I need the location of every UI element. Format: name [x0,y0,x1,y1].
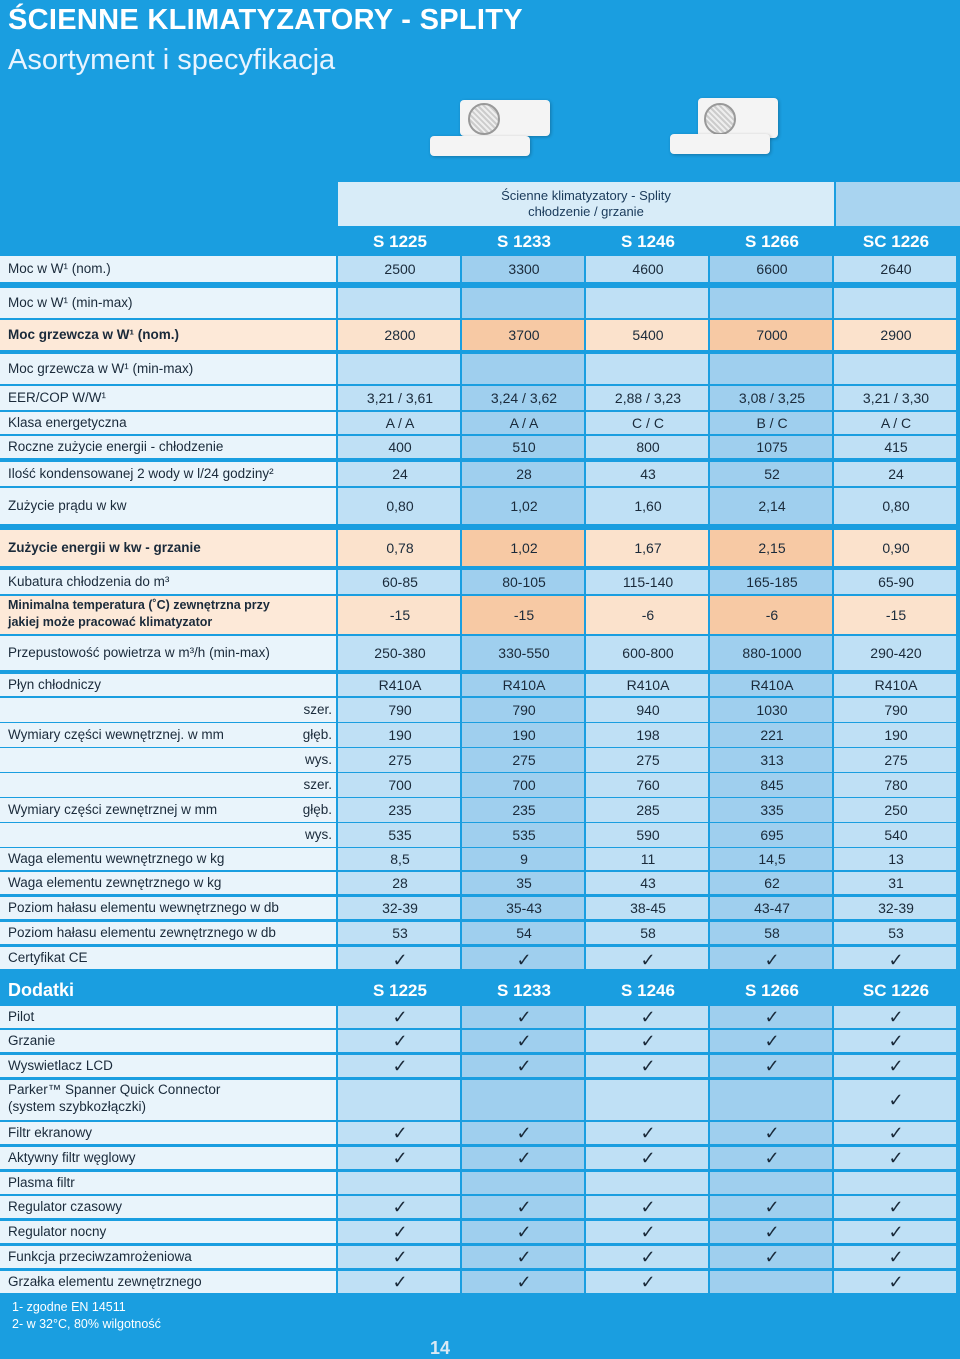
row-label: Przepustowość powietrza w m³/h (min-max) [8,645,270,660]
check-cell: ✓ [888,1197,904,1217]
check-cell: ✓ [640,1197,656,1217]
table-cell: 6600 [756,261,788,277]
row-label: Kubatura chłodzenia do m³ [8,574,170,589]
check-cell: ✓ [392,1222,408,1242]
table-cell: 760 [636,777,660,793]
dimension-label: głęb. [302,802,332,817]
table-cell: 221 [760,727,784,743]
table-cell: 290-420 [870,645,922,661]
row-label: Moc w W¹ (min-max) [8,295,133,310]
page-number: 14 [430,1338,451,1358]
cell-bg [834,354,956,384]
check-cell: ✓ [392,1247,408,1267]
extras-model-header: S 1266 [745,981,799,1000]
table-cell: 32-39 [382,900,418,916]
check-cell: ✓ [888,1090,904,1110]
table-cell: 53 [392,925,408,941]
table-cell: 845 [760,777,784,793]
table-cell: 54 [516,925,532,941]
table-cell: 535 [512,827,536,843]
table-cell: A / C [880,415,912,431]
cell-bg [338,354,460,384]
cell-bg [338,288,460,318]
cell-bg [462,1080,584,1120]
table-cell: 700 [388,777,412,793]
table-cell: 800 [636,439,660,455]
table-cell: 400 [388,439,412,455]
table-cell: 190 [884,727,908,743]
table-cell: 700 [512,777,536,793]
table-cell: 53 [888,925,904,941]
row-label: Moc w W¹ (nom.) [8,261,111,276]
footnote: 1- zgodne EN 14511 [12,1300,126,1314]
check-cell: ✓ [516,1222,532,1242]
table-cell: 1075 [756,439,788,455]
cell-bg [834,1172,956,1194]
extras-model-header: S 1246 [621,981,675,1000]
table-cell: 35-43 [506,900,542,916]
group-header [340,182,832,230]
table-cell: 9 [520,851,528,867]
table-cell: 1,67 [634,540,662,556]
check-cell: ✓ [516,1148,532,1168]
table-cell: 250 [884,802,908,818]
group-sublabel: chłodzenie / grzanie [528,204,644,219]
table-cell: 780 [884,777,908,793]
dimension-label: szer. [303,702,332,717]
table-cell: 24 [392,466,408,482]
table-cell: ✓ [764,950,780,970]
row-label: Certyfikat CE [8,950,88,965]
table-cell: 235 [512,802,536,818]
table-cell: -15 [885,607,907,623]
table-cell: 28 [392,875,408,891]
check-cell: ✓ [640,1123,656,1143]
check-cell: ✓ [640,1031,656,1051]
table-cell: 0,80 [882,498,910,514]
table-cell: 190 [512,727,536,743]
check-cell: ✓ [392,1123,408,1143]
table-cell: 8,5 [390,851,410,867]
check-cell: ✓ [888,1148,904,1168]
table-cell: 330-550 [498,645,550,661]
check-cell: ✓ [392,1007,408,1027]
check-cell: ✓ [516,1031,532,1051]
model-header: S 1266 [745,232,799,251]
table-cell: 35 [516,875,532,891]
table-cell: 43 [640,466,656,482]
row-label-line2: jakiej może pracować klimatyzator [8,615,213,629]
row-label: Płyn chłodniczy [8,677,102,692]
check-cell: ✓ [888,1007,904,1027]
extras-model-header: S 1225 [373,981,427,1000]
check-cell: ✓ [888,1247,904,1267]
check-cell: ✓ [888,1272,904,1292]
table-cell: 790 [512,702,536,718]
table-cell: 275 [388,752,412,768]
table-cell: 28 [516,466,532,482]
table-cell: R410A [502,677,546,693]
table-cell: 2900 [880,327,912,343]
table-cell: 1030 [756,702,788,718]
cell-bg [586,288,708,318]
table-cell: 2,88 / 3,23 [614,390,682,406]
cell-bg [338,1080,460,1120]
product-image [420,90,780,170]
cell-bg [462,1172,584,1194]
extra-label: Regulator czasowy [8,1199,123,1214]
check-cell: ✓ [392,1031,408,1051]
page-subtitle: Asortyment i specyfikacja [8,44,336,76]
row-label: Moc grzewcza w W¹ (min-max) [8,361,194,376]
table-cell: 790 [884,702,908,718]
row-label-cell [0,1006,336,1028]
table-cell: B / C [756,415,788,431]
table-cell: R410A [378,677,422,693]
row-label: Zużycie energii w kw - grzanie [8,540,201,555]
table-cell: 4600 [632,261,664,277]
extras-title: Dodatki [8,980,75,1000]
check-cell: ✓ [640,1272,656,1292]
table-cell: 38-45 [630,900,666,916]
table-cell: 415 [884,439,908,455]
table-cell: 3,08 / 3,25 [738,390,806,406]
check-cell: ✓ [888,1031,904,1051]
table-cell: 1,60 [634,498,662,514]
table-cell: 165-185 [746,574,798,590]
check-cell: ✓ [764,1222,780,1242]
table-cell: 880-1000 [742,645,802,661]
table-cell: 198 [636,727,660,743]
table-cell: ✓ [888,950,904,970]
model-header: S 1233 [497,232,551,251]
table-cell: A / A [385,415,415,431]
row-label: Moc grzewcza w W¹ (nom.) [8,327,180,342]
table-cell: C / C [632,415,664,431]
cell-bg [462,288,584,318]
check-cell: ✓ [640,1007,656,1027]
table-cell: 24 [888,466,904,482]
check-cell: ✓ [888,1056,904,1076]
table-cell: 275 [512,752,536,768]
extra-label: Grzałka elementu zewnętrznego [8,1274,202,1289]
model-header: S 1246 [621,232,675,251]
cell-bg [710,1172,832,1194]
table-cell: 313 [760,752,784,768]
extra-label: Grzanie [8,1033,56,1048]
table-cell: 1,02 [510,498,538,514]
row-label: Wymiary części wewnętrznej. w mm [8,727,224,742]
check-cell: ✓ [888,1222,904,1242]
check-cell: ✓ [764,1007,780,1027]
table-cell: R410A [750,677,794,693]
page-header [0,0,960,180]
check-cell: ✓ [392,1272,408,1292]
check-cell: ✓ [764,1123,780,1143]
table-cell: 940 [636,702,660,718]
table-cell: -15 [389,607,411,623]
table-cell: 510 [512,439,536,455]
table-cell: 590 [636,827,660,843]
table-cell: 52 [764,466,780,482]
model-header: S 1225 [373,232,427,251]
table-cell: 3300 [508,261,540,277]
table-cell: 65-90 [878,574,914,590]
extra-label: Parker™ Spanner Quick Connector [8,1082,221,1097]
check-cell: ✓ [516,1272,532,1292]
group-header-cell-right [836,182,960,226]
row-label: Wymiary części zewnętrznej w mm [8,802,218,817]
page-title: ŚCIENNE KLIMATYZATORY - SPLITY [8,4,523,36]
check-cell: ✓ [640,1148,656,1168]
extra-label-line2: (system szybkozłączki) [8,1099,147,1114]
cell-bg [710,354,832,384]
table-cell: R410A [626,677,670,693]
table-cell: 14,5 [758,851,786,867]
table-cell: 115-140 [622,574,674,590]
row-label: Waga elementu zewnętrznego w kg [8,875,222,890]
table-cell: -6 [641,607,655,623]
footnote: 2- w 32°C, 80% wilgotność [12,1317,161,1331]
group-label: Ścienne klimatyzatory - Splity [501,188,671,203]
table-cell: 43-47 [754,900,790,916]
row-label: Roczne zużycie energii - chłodzenie [8,439,224,454]
table-cell: ✓ [392,950,408,970]
table-cell: 58 [764,925,780,941]
cell-bg [710,1080,832,1120]
check-cell: ✓ [640,1247,656,1267]
row-label: Waga elementu wewnętrznego w kg [8,851,225,866]
extra-label: Funkcja przeciwzamrożeniowa [8,1249,192,1264]
table-cell: ✓ [640,950,656,970]
table-cell: 3700 [508,327,540,343]
table-cell: 535 [388,827,412,843]
table-cell: 285 [636,802,660,818]
table-cell: 0,90 [882,540,910,556]
table-cell: 5400 [632,327,664,343]
table-cell: 58 [640,925,656,941]
table-cell: 80-105 [502,574,546,590]
table-cell: 0,80 [386,498,414,514]
cell-bg [710,1271,832,1293]
check-cell: ✓ [516,1056,532,1076]
table-cell: 3,21 / 3,30 [862,390,930,406]
extra-label: Aktywny filtr węglowy [8,1150,136,1165]
check-cell: ✓ [516,1123,532,1143]
row-label: EER/COP W/W¹ [8,390,107,405]
table-cell: 275 [636,752,660,768]
table-cell: -15 [513,607,535,623]
extra-label: Plasma filtr [8,1175,75,1190]
row-label: Ilość kondensowanej 2 wody w l/24 godziny² [8,466,274,481]
table-cell: 13 [888,851,904,867]
check-cell: ✓ [888,1123,904,1143]
row-label: Klasa energetyczna [8,415,127,430]
dimension-label: głęb. [302,727,332,742]
table-cell: 235 [388,802,412,818]
cell-bg [338,1172,460,1194]
check-cell: ✓ [392,1056,408,1076]
check-cell: ✓ [516,1247,532,1267]
table-cell: 11 [640,851,656,867]
table-cell: 275 [884,752,908,768]
table-cell: 60-85 [382,574,418,590]
table-cell: R410A [874,677,918,693]
extra-label: Regulator nocny [8,1224,107,1239]
extra-label: Wyswietlacz LCD [8,1058,113,1073]
check-cell: ✓ [640,1056,656,1076]
check-cell: ✓ [764,1247,780,1267]
table-cell: 250-380 [374,645,426,661]
table-cell: 2800 [384,327,416,343]
cell-bg [462,354,584,384]
table-cell: 0,78 [386,540,414,556]
table-cell: 31 [888,875,904,891]
table-cell: -6 [765,607,779,623]
table-cell: 2500 [384,261,416,277]
table-cell: 43 [640,875,656,891]
table-cell: 1,02 [510,540,538,556]
extra-label: Pilot [8,1009,35,1024]
check-cell: ✓ [764,1031,780,1051]
table-cell: A / A [509,415,539,431]
cell-bg [586,354,708,384]
table-cell: 2640 [880,261,912,277]
table-cell: 62 [764,875,780,891]
extra-label: Filtr ekranowy [8,1125,93,1140]
dimension-label: wys. [305,752,332,767]
table-cell: 695 [760,827,784,843]
extras-model-header: S 1233 [497,981,551,1000]
check-cell: ✓ [764,1148,780,1168]
table-cell: 7000 [756,327,788,343]
cell-bg [586,1080,708,1120]
table-cell: ✓ [516,950,532,970]
check-cell: ✓ [764,1197,780,1217]
table-cell: 335 [760,802,784,818]
table-cell: 3,21 / 3,61 [366,390,434,406]
check-cell: ✓ [516,1197,532,1217]
check-cell: ✓ [392,1148,408,1168]
table-cell: 32-39 [878,900,914,916]
row-label: Minimalna temperatura (˚C) zewnętrzna przy [8,598,270,612]
table-cell: 540 [884,827,908,843]
model-header: SC 1226 [862,232,930,251]
check-cell: ✓ [392,1197,408,1217]
dimension-label: szer. [303,777,332,792]
check-cell: ✓ [640,1222,656,1242]
table-cell: 600-800 [622,645,674,661]
check-cell: ✓ [764,1056,780,1076]
row-label: Poziom hałasu elementu wewnętrznego w db [8,900,279,915]
table-cell: 2,14 [758,498,786,514]
row-label: Poziom hałasu elementu zewnętrznego w db [8,925,276,940]
table-cell: 790 [388,702,412,718]
check-cell: ✓ [516,1007,532,1027]
cell-bg [834,288,956,318]
row-label: Zużycie prądu w kw [8,498,127,513]
extras-model-header: SC 1226 [862,981,930,1000]
table-cell: 2,15 [758,540,786,556]
table-cell: 190 [388,727,412,743]
dimension-label: wys. [305,827,332,842]
cell-bg [586,1172,708,1194]
table-cell: 3,24 / 3,62 [490,390,558,406]
cell-bg [710,288,832,318]
